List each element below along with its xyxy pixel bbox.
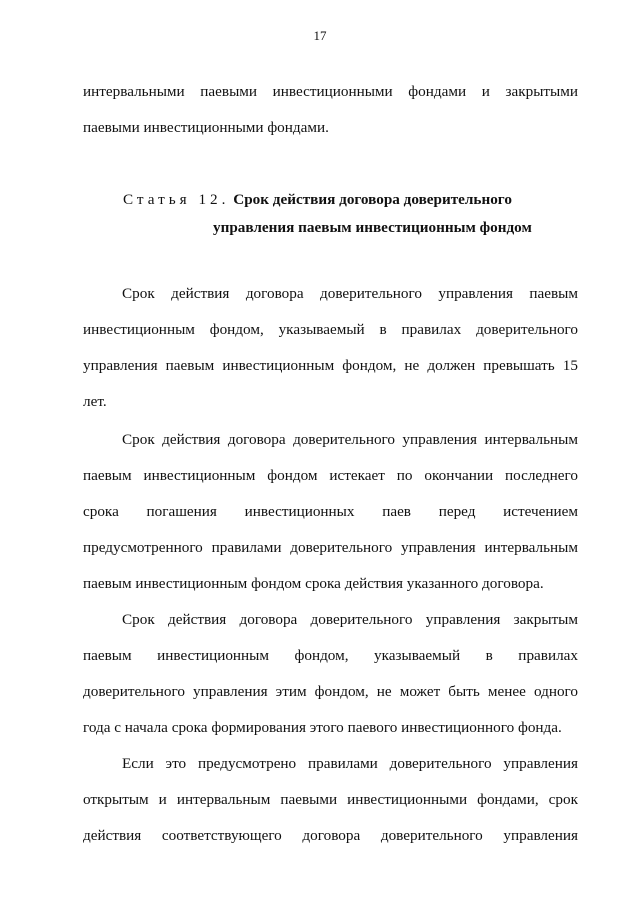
paragraph-line: Если это предусмотрено правилами доверительного управления: [122, 755, 578, 772]
intro-line: паевыми инвестиционными фондами.: [83, 119, 329, 136]
page-number: 17: [313, 28, 327, 43]
article-number: Статья 12.: [123, 191, 230, 208]
paragraph-line: паевым инвестиционным фондом, указываемый в правилах: [83, 647, 578, 664]
paragraph-line: Срок действия договора доверительного управления паевым: [122, 285, 578, 302]
article-title-line1: Срок действия договора доверительного: [233, 191, 512, 208]
paragraph-line: паевым инвестиционным фондом истекает по окончании последнего: [83, 467, 578, 484]
paragraph-line: действия соответствующего договора доверительного управления: [83, 827, 578, 844]
paragraph-line: срока погашения инвестиционных паев перед истечением: [83, 503, 578, 520]
paragraph-line: лет.: [83, 393, 107, 410]
article-title-line2: управления паевым инвестиционным фондом: [213, 219, 532, 236]
paragraph-line: открытым и интервальным паевыми инвестиционными фондами, срок: [83, 791, 578, 808]
paragraph-line: инвестиционным фондом, указываемый в правилах доверительного: [83, 321, 578, 338]
article-heading: [123, 190, 512, 210]
paragraph-line: управления паевым инвестиционным фондом, не должен превышать 15: [83, 357, 578, 374]
paragraph-line: предусмотренного правилами доверительного управления интервальным: [83, 539, 578, 556]
paragraph-line: года с начала срока формирования этого паевого инвестиционного фонда.: [83, 719, 562, 736]
paragraph-line: Срок действия договора доверительного управления интервальным: [122, 431, 578, 448]
intro-line: интервальными паевыми инвестиционными фондами и закрытыми: [83, 83, 578, 100]
paragraph-line: Срок действия договора доверительного управления закрытым: [122, 611, 578, 628]
paragraph-line: паевым инвестиционным фондом срока действия указанного договора.: [83, 575, 544, 592]
paragraph-line: доверительного управления этим фондом, не может быть менее одного: [83, 683, 578, 700]
